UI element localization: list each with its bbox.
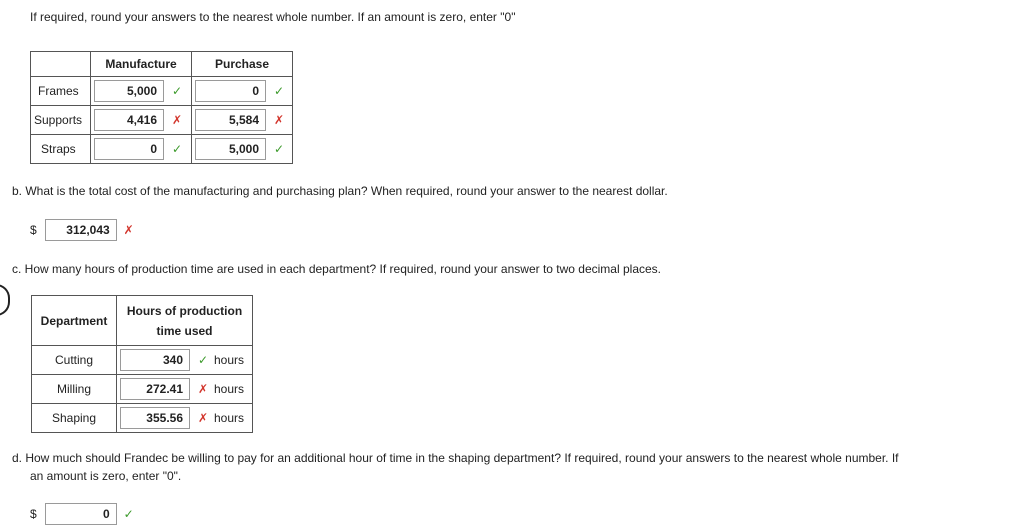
table-row [32, 346, 253, 375]
table-row [31, 135, 293, 164]
correct-check-icon: ✓ [123, 507, 134, 521]
question-b-text: b. What is the total cost of the manufacturing and purchasing plan? When required, round your answer to the nearest dollar. [12, 184, 668, 198]
question-d-text-cont: an amount is zero, enter "0". [30, 469, 182, 483]
side-bracket-mark [0, 284, 10, 316]
correct-check-icon: ✓ [171, 142, 183, 156]
supports-manufacture-input[interactable]: 4,416 [94, 109, 164, 131]
row-label-shaping: Shaping [32, 404, 117, 433]
production-hours-table [31, 295, 253, 433]
row-label-cutting: Cutting [32, 346, 117, 375]
shaping-hours-input[interactable]: 355.56 [120, 407, 190, 429]
question-d-text: d. How much should Frandec be willing to pay for an additional hour of time in the shaping department? If required, round your answers to the nearest whole number. If [12, 451, 899, 465]
incorrect-x-icon: ✗ [273, 113, 285, 127]
unit-label: hours [214, 382, 245, 396]
row-label-milling: Milling [32, 375, 117, 404]
frames-purchase-input[interactable]: 0 [195, 80, 266, 102]
shaping-hour-value-input[interactable]: 0 [45, 503, 117, 525]
correct-check-icon: ✓ [273, 84, 285, 98]
table-row [32, 404, 253, 433]
total-cost-input[interactable]: 312,043 [45, 219, 117, 241]
row-label-supports: Supports [31, 106, 91, 135]
table-row [32, 375, 253, 404]
table-row [31, 106, 293, 135]
milling-hours-input[interactable]: 272.41 [120, 378, 190, 400]
incorrect-x-icon: ✗ [171, 113, 183, 127]
incorrect-x-icon: ✗ [197, 411, 209, 425]
column-header-department: Department [32, 296, 117, 346]
row-label-straps: Straps [31, 135, 91, 164]
supports-purchase-input[interactable]: 5,584 [195, 109, 266, 131]
straps-purchase-input[interactable]: 5,000 [195, 138, 266, 160]
column-header-purchase: Purchase [192, 52, 293, 77]
table-row [31, 77, 293, 106]
column-header-manufacture: Manufacture [91, 52, 192, 77]
unit-label: hours [214, 353, 245, 367]
question-c-text: c. How many hours of production time are used in each department? If required, round your answer to two decimal places. [12, 262, 662, 276]
unit-label: hours [214, 411, 245, 425]
row-label-frames: Frames [31, 77, 91, 106]
incorrect-x-icon: ✗ [197, 382, 209, 396]
currency-symbol: $ [30, 223, 37, 237]
straps-manufacture-input[interactable]: 0 [94, 138, 164, 160]
correct-check-icon: ✓ [197, 353, 209, 367]
currency-symbol: $ [30, 507, 37, 521]
correct-check-icon: ✓ [273, 142, 285, 156]
instructions-text: If required, round your answers to the nearest whole number. If an amount is zero, enter "0" [30, 10, 516, 24]
column-header-hours: Hours of production time used [117, 296, 253, 346]
incorrect-x-icon: ✗ [123, 223, 134, 237]
frames-manufacture-input[interactable]: 5,000 [94, 80, 164, 102]
correct-check-icon: ✓ [171, 84, 183, 98]
make-or-buy-table [30, 51, 293, 164]
cutting-hours-input[interactable]: 340 [120, 349, 190, 371]
